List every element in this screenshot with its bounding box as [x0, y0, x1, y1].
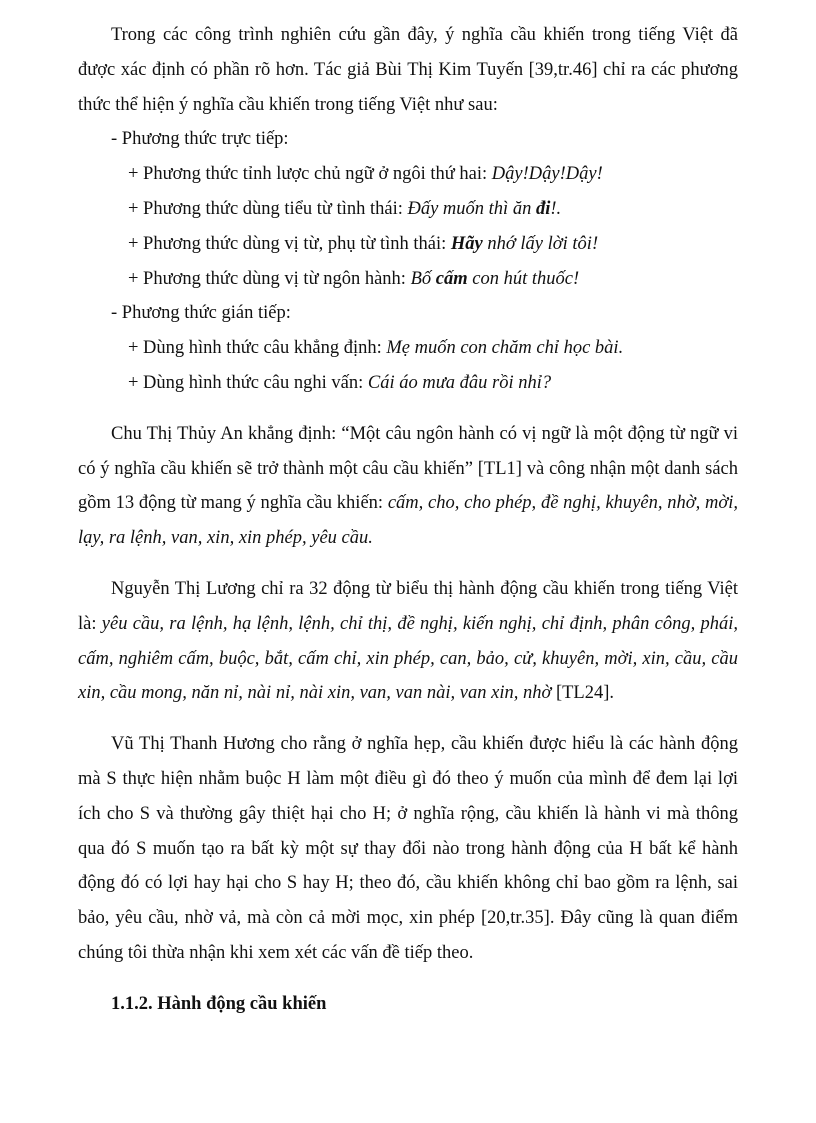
- section-heading: 1.1.2. Hành động cầu khiến: [111, 993, 327, 1014]
- paragraph-text: Chu Thị Thủy An khẳng định: “Một câu ngôn hành có vị ngữ là một động từ ngữ vi có ý nghĩa cầu khiến sẽ trở thành một câu cầu khiến” [TL1] và công nhận một danh sách gồm 13 động từ mang ý nghĩa cầu khiến:: [78, 423, 738, 514]
- citation: [TL24].: [551, 683, 615, 704]
- paragraph-intro: Trong các công trình nghiên cứu gần đây, ý nghĩa cầu khiến trong tiếng Việt đã được xác định có phần rõ hơn. Tác giả Bùi Thị Kim Tuyến [39,tr.46] chỉ ra các phương thức thể hiện ý nghĩa cầu khiến trong tiếng Việt như sau:: [78, 25, 738, 115]
- document-page: [78, 18, 738, 1022]
- item-example-keyword: đi: [535, 198, 551, 219]
- item-label: + Phương thức dùng vị từ ngôn hành:: [128, 268, 411, 289]
- paragraph-vu-thi-thanh-huong: Vũ Thị Thanh Hương cho rằng ở nghĩa hẹp, cầu khiến được hiểu là các hành động mà S thực hiện nhằm buộc H làm một điều gì đó theo ý muốn của mình để đem lại lợi ích cho S và thường gây thiệt hại cho H; ở nghĩa rộng, cầu khiến là hành vi mà thông qua đó S muốn tạo ra bất kỳ một sự thay đổi nào trong hành động của H bất kể hành động đó có lợi hay hại cho S hay H; theo đó, cầu khiến không chỉ bao gồm ra lệnh, sai bảo, yêu cầu, nhờ vả, mà còn cả mời mọc, xin phép [20,tr.35]. Đây cũng là quan điểm chúng tôi thừa nhận khi xem xét các vấn đề tiếp theo.: [78, 734, 738, 963]
- direct-item-4: [78, 262, 738, 297]
- paragraph-text: Nguyễn Thị Lương chỉ ra 32 động từ biểu thị hành động cầu khiến trong tiếng Việt là:: [78, 578, 738, 634]
- item-example: Dậy!Dậy!Dậy!: [491, 164, 603, 185]
- item-label: + Phương thức tỉnh lược chủ ngữ ở ngôi thứ hai:: [128, 164, 492, 185]
- item-example-keyword: cấm: [435, 268, 468, 289]
- item-example: nhớ lấy lời tôi!: [482, 233, 599, 254]
- item-example: Cái áo mưa đâu rồi nhỉ?: [367, 372, 552, 393]
- item-example: Đấy muốn thì ăn: [407, 198, 536, 219]
- indirect-methods-heading: - Phương thức gián tiếp:: [111, 303, 291, 324]
- item-label: + Phương thức dùng tiểu từ tình thái:: [128, 198, 408, 219]
- paragraph-nguyen-thi-luong: [78, 572, 738, 711]
- paragraph-chu-thi-thuy-an: [78, 417, 738, 556]
- indirect-item-2: [78, 366, 738, 401]
- item-example: Bố: [410, 268, 436, 289]
- verb-list: yêu cầu, ra lệnh, hạ lệnh, lệnh, chỉ thị, đề nghị, kiến nghị, chỉ định, phân công, phái, cấm, nghiêm cấm, buộc, bắt, cấm chỉ, xin phép, can, bảo, cử, khuyên, mời, xin, cầu, cầu xin, cầu mong, năn nỉ, nài nỉ, nài xin, van, van nài, van xin, nhờ: [78, 613, 738, 704]
- item-example: Mẹ muốn con chăm chỉ học bài.: [386, 338, 624, 359]
- item-label: + Dùng hình thức câu khẳng định:: [128, 338, 387, 359]
- item-example: con hút thuốc!: [467, 268, 580, 289]
- item-label: + Phương thức dùng vị từ, phụ từ tình thái:: [128, 233, 451, 254]
- verb-list: cấm, cho, cho phép, đề nghị, khuyên, nhờ, mời, lạy, ra lệnh, van, xin, xin phép, yêu cầu.: [78, 493, 738, 549]
- direct-item-1: [78, 157, 738, 192]
- direct-item-2: [78, 192, 738, 227]
- indirect-item-1: [78, 331, 738, 366]
- item-example: !.: [550, 198, 562, 219]
- direct-item-3: [78, 227, 738, 262]
- item-example-keyword: Hãy: [450, 233, 483, 254]
- direct-methods-heading: - Phương thức trực tiếp:: [111, 129, 289, 150]
- item-label: + Dùng hình thức câu nghi vấn:: [128, 372, 368, 393]
